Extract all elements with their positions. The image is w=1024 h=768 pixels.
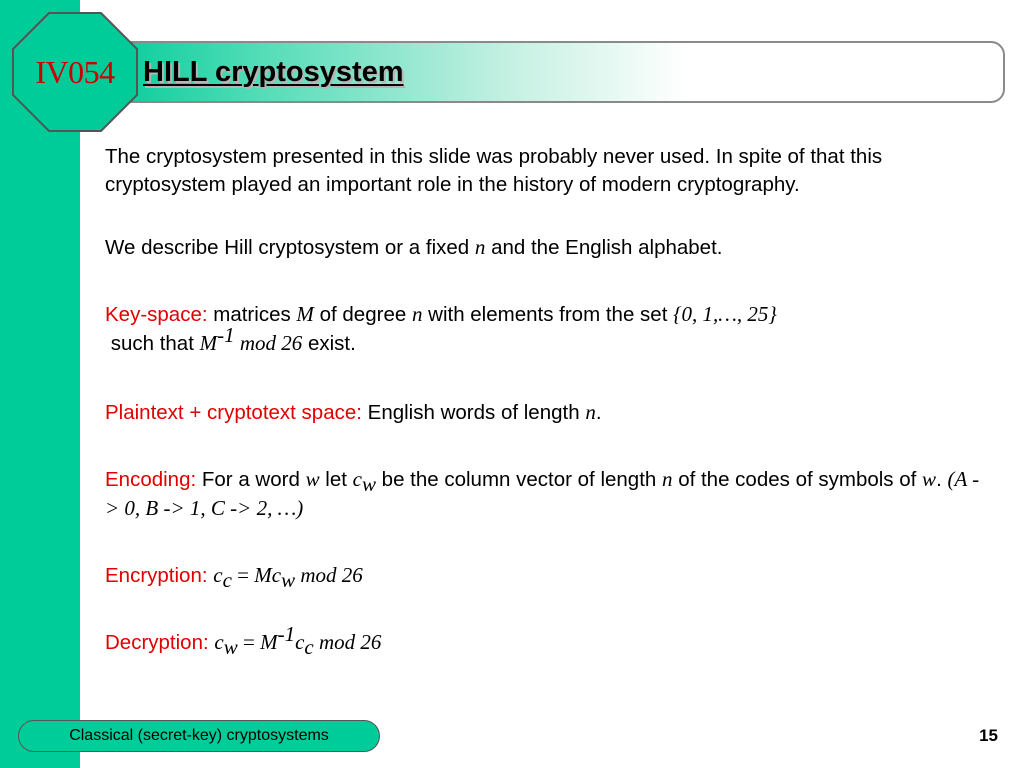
footer-topic: Classical (secret-key) cryptosystems xyxy=(18,720,380,752)
decryption-paragraph: Decryption: $c_w = M^{-1}c_c$ mod 26 xyxy=(105,622,382,660)
key-space-paragraph: Key-space: matrices M of degree n with elements from the set {0, 1,…, 25} such that $M^{-1}$ mod 26 exist. xyxy=(105,302,777,355)
plaintext-space-paragraph: Plaintext + cryptotext space: English words of length n. xyxy=(105,400,602,424)
decryption-label: Decryption: xyxy=(105,631,209,654)
course-code: IV054 xyxy=(35,53,115,90)
slide-content xyxy=(105,143,990,660)
encoding-paragraph: Encoding: For a word w let $c_w$ be the column vector of length n of the codes of symbols of w. (A -> 0, B -> 1, C -> 2, …) xyxy=(105,467,980,520)
course-badge xyxy=(11,11,139,133)
page-number: 15 xyxy=(979,726,998,745)
describe-paragraph: We describe Hill cryptosystem or a fixed n and the English alphabet. xyxy=(105,235,723,259)
encoding-label: Encoding: xyxy=(105,468,197,491)
plaintext-space-label: Plaintext + cryptotext space: xyxy=(105,401,362,424)
encryption-label: Encryption: xyxy=(105,564,208,587)
key-space-label: Key-space: xyxy=(105,303,208,326)
slide-title: HILL cryptosystem xyxy=(143,56,404,88)
encryption-paragraph: Encryption: $c_c = Mc_w$ mod 26 xyxy=(105,563,363,593)
intro-paragraph: The cryptosystem presented in this slide was probably never used. In spite of that this cryptosystem played an important role in the history of modern cryptography. xyxy=(105,145,883,196)
